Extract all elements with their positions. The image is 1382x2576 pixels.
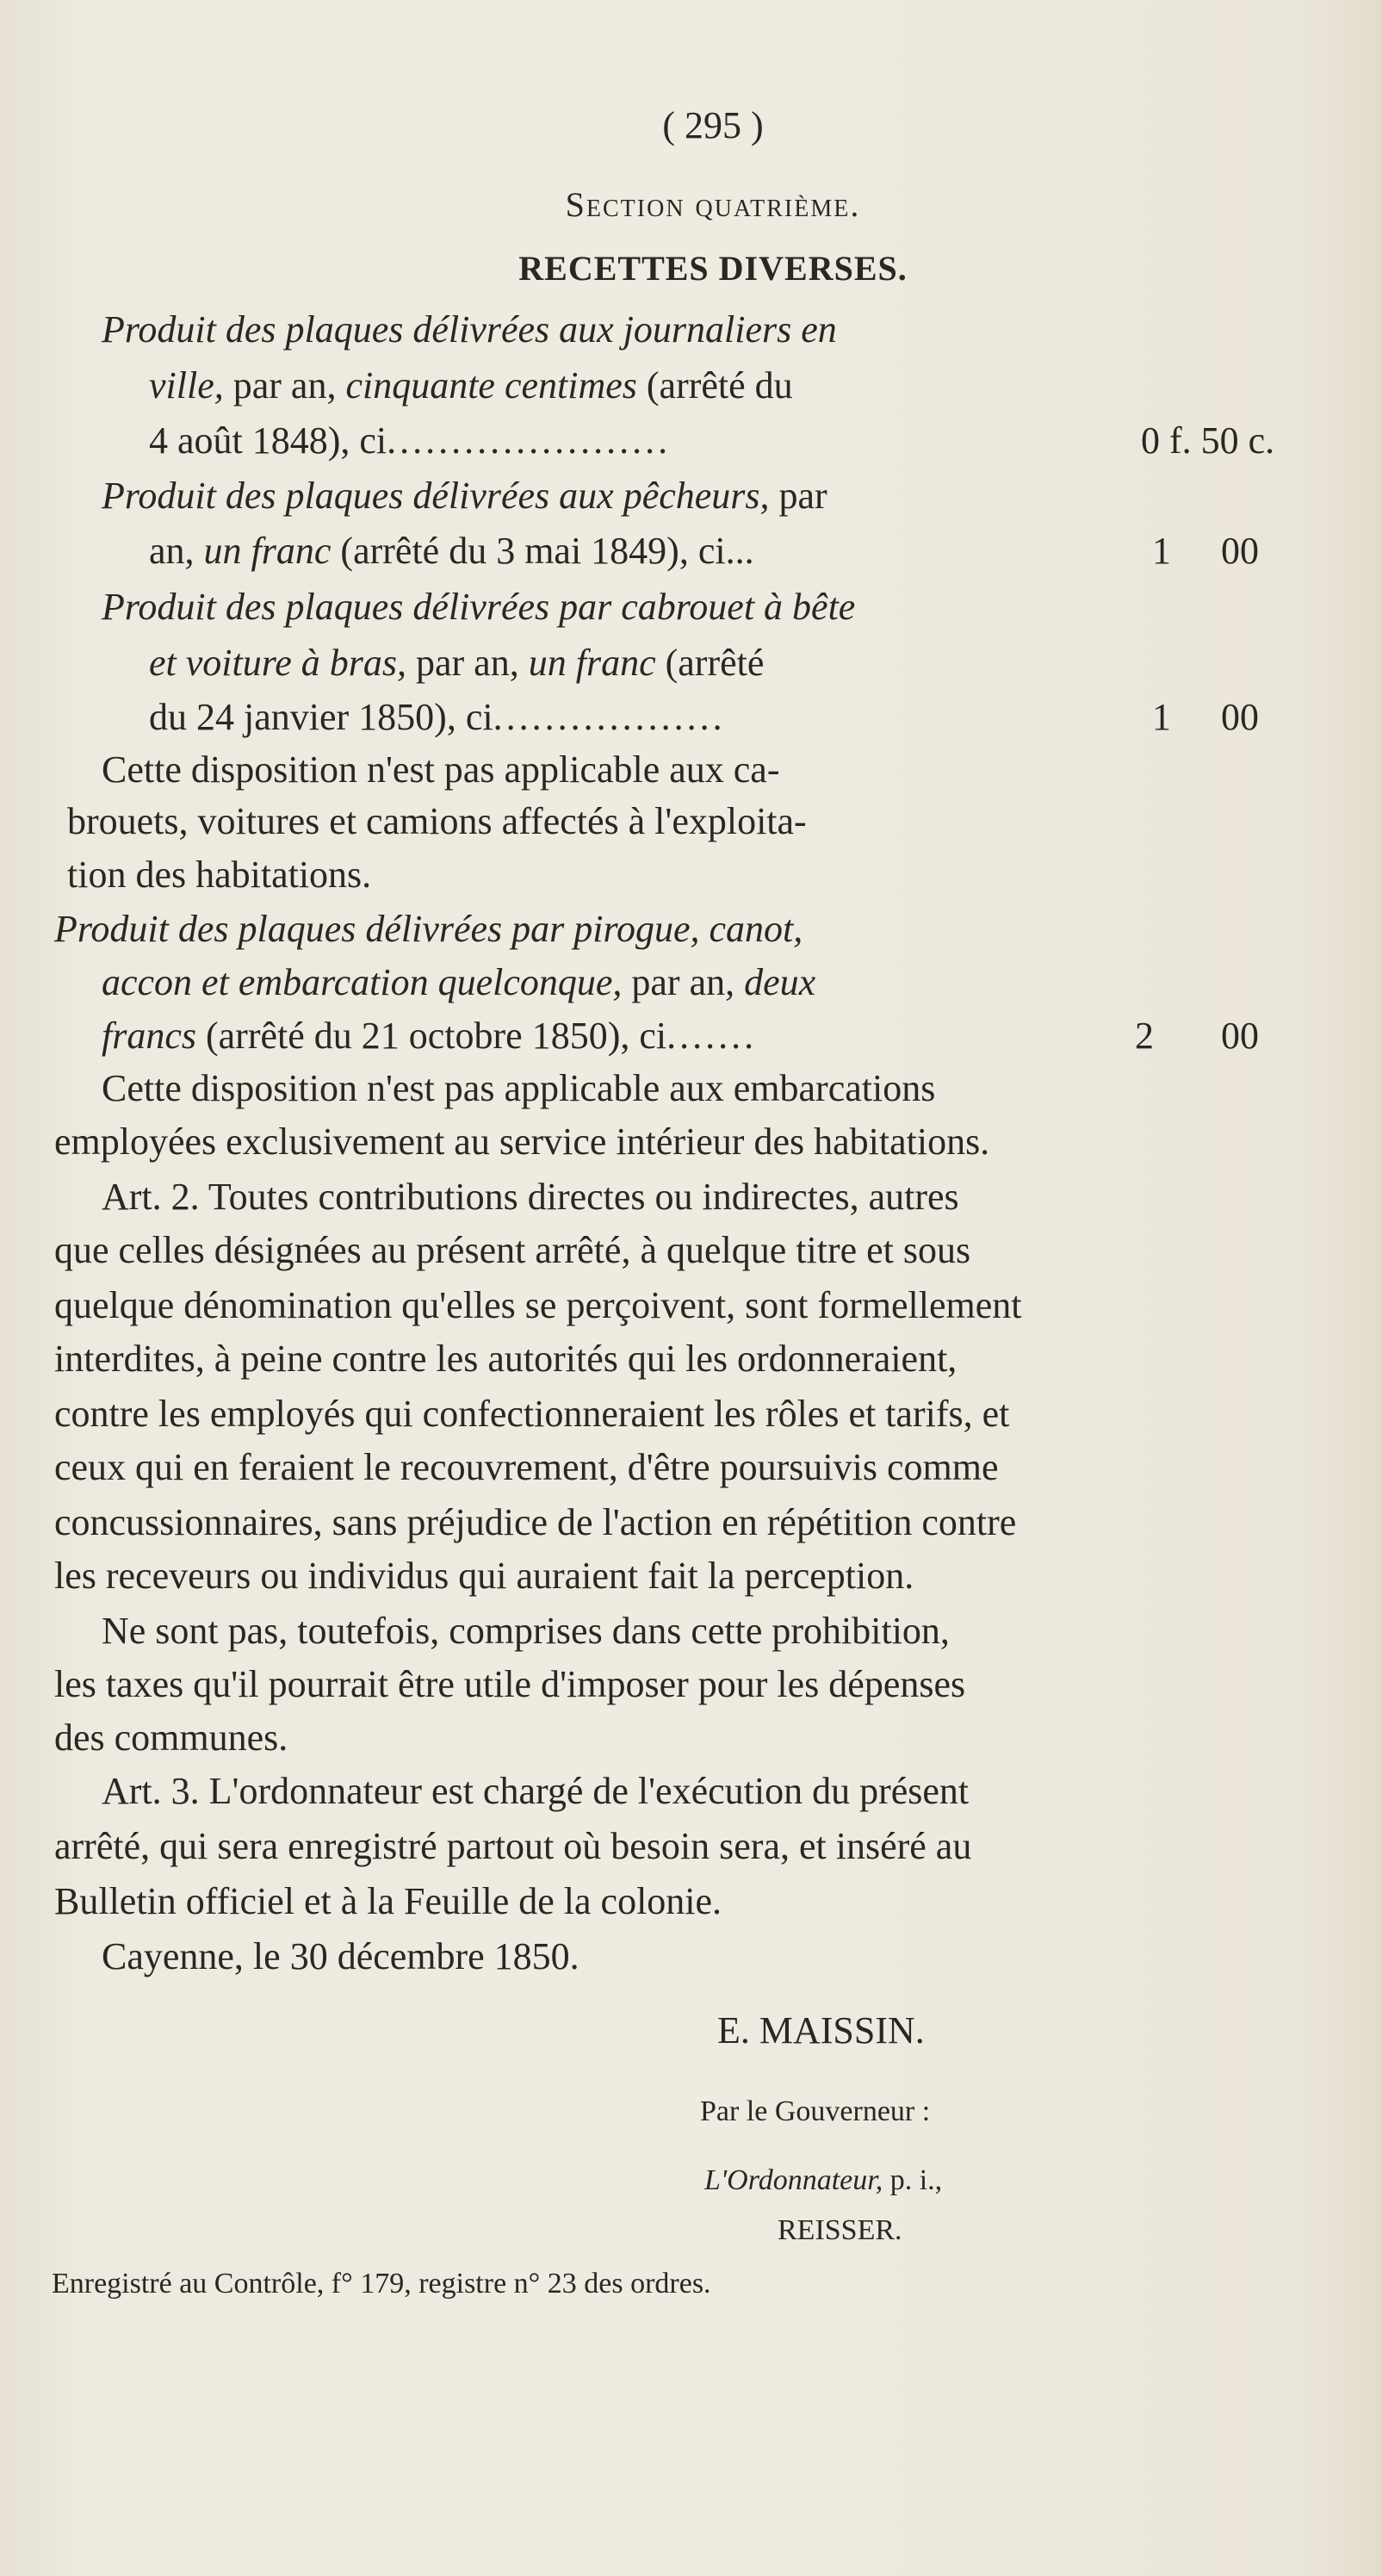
subheading: RECETTES DIVERSES.: [518, 249, 908, 288]
signature-ordonnateur: REISSER.: [778, 2214, 902, 2246]
item2-amount-centimes: 00: [1221, 530, 1259, 572]
art3-line2: arrêté, qui sera enregistré partout où besoin sera, et inséré au: [54, 1825, 972, 1867]
item2-line1: [102, 472, 827, 520]
item2-line2: [149, 527, 754, 575]
item2-rate: un franc: [203, 530, 332, 572]
item4-boats: accon et embarcation quelconque,: [102, 961, 623, 1003]
item3-date: du 24 janvier 1850), ci: [149, 696, 493, 738]
item2-arrete: (arrêté du 3 mai 1849), ci...: [331, 530, 754, 572]
item2-an: an,: [149, 530, 204, 572]
prohibition-line3: des communes.: [54, 1716, 288, 1759]
prohibition-line1: Ne sont pas, toutefois, comprises dans cette prohibition,: [102, 1610, 950, 1652]
item3-vehicle: et voiture à bras,: [149, 642, 406, 684]
par-le-gouverneur: Par le Gouverneur :: [700, 2095, 931, 2127]
signature-governor: E. MAISSIN.: [717, 2009, 925, 2051]
item3-par-an: par an,: [406, 642, 529, 684]
item4-line1: Produit des plaques délivrées par pirogue, canot,: [54, 908, 803, 950]
note1-line1: Cette disposition n'est pas applicable aux ca-: [102, 748, 780, 791]
item3-line3: [149, 693, 726, 742]
art2-line3: quelque dénomination qu'elles se perçoivent, sont formellement: [54, 1284, 1022, 1326]
pi-label: p. i.,: [883, 2164, 943, 2196]
item1-par-an: par an,: [223, 364, 346, 407]
item2-amount-francs: 1: [1152, 530, 1171, 572]
art3-line1: Art. 3. L'ordonnateur est chargé de l'exécution du présent: [102, 1770, 970, 1812]
item1-date: 4 août 1848), ci: [149, 419, 387, 462]
art3-line3: Bulletin officiel et à la Feuille de la colonie.: [54, 1880, 722, 1922]
item4-line3: [102, 1012, 757, 1060]
item1-rate: cinquante centimes: [345, 364, 637, 407]
art2-line1: Art. 2. Toutes contributions directes ou indirectes, autres: [102, 1176, 959, 1218]
item1-line3: [149, 417, 671, 465]
art2-line8: les receveurs ou individus qui auraient fait la perception.: [54, 1555, 914, 1597]
item1-dots: ......................: [387, 419, 672, 462]
item3-rate: un franc: [528, 642, 656, 684]
item2-desc: Produit des plaques délivrées aux pêcheurs,: [102, 475, 770, 517]
note2-line1: Cette disposition n'est pas applicable aux embarcations: [102, 1067, 936, 1109]
prohibition-line2: les taxes qu'il pourrait être utile d'imposer pour les dépenses: [54, 1663, 966, 1705]
item4-amount-francs: 2: [1135, 1015, 1154, 1057]
art2-line4: interdites, à peine contre les autorités qui les ordonneraient,: [54, 1338, 957, 1380]
item1-line2: [149, 362, 793, 410]
item3-arrete: (arrêté: [655, 642, 765, 684]
item3-dots: ..................: [493, 696, 726, 738]
art2-line6: ceux qui en feraient le recouvrement, d'être poursuivis comme: [54, 1446, 999, 1488]
item4-deux: deux: [744, 961, 816, 1003]
item3-line1: Produit des plaques délivrées par cabrouet à bête: [102, 586, 856, 628]
item3-amount-centimes: 00: [1221, 696, 1259, 738]
art2-line2: que celles désignées au présent arrêté, à quelque titre et sous: [54, 1229, 971, 1271]
item4-arrete: (arrêté du 21 octobre 1850), ci: [196, 1015, 667, 1057]
item1-ville: ville,: [149, 364, 224, 407]
art2-line7: concussionnaires, sans préjudice de l'action en répétition contre: [54, 1501, 1017, 1543]
page-number: ( 295 ): [662, 104, 764, 146]
item1-amount: 0 f. 50 c.: [1141, 419, 1275, 462]
item4-amount-centimes: 00: [1221, 1015, 1259, 1057]
item3-line2: [149, 639, 764, 687]
art2-line5: contre les employés qui confectionneraient les rôles et tarifs, et: [54, 1393, 1010, 1435]
note2-line2: employées exclusivement au service intérieur des habitations.: [54, 1120, 990, 1163]
item4-francs: francs: [102, 1015, 196, 1057]
ordonnateur-label: L'Ordonnateur,: [704, 2164, 883, 2196]
section-heading: Section quatrième.: [565, 185, 861, 224]
item4-dots: .......: [666, 1015, 758, 1057]
item4-line2: [102, 959, 815, 1007]
ordonnateur-line: [704, 2162, 942, 2200]
item1-line1: Produit des plaques délivrées aux journaliers en: [102, 308, 837, 351]
note1-line3: tion des habitations.: [67, 853, 372, 896]
item3-amount-francs: 1: [1152, 696, 1171, 738]
note1-line2: brouets, voitures et camions affectés à l'exploita-: [67, 800, 807, 842]
item2-par: par: [769, 475, 827, 517]
item4-par-an: par an,: [622, 961, 745, 1003]
item1-arrete: (arrêté du: [636, 364, 793, 407]
date-line: Cayenne, le 30 décembre 1850.: [102, 1935, 579, 1977]
registration-note: Enregistré au Contrôle, f° 179, registre n° 23 des ordres.: [52, 2268, 711, 2300]
